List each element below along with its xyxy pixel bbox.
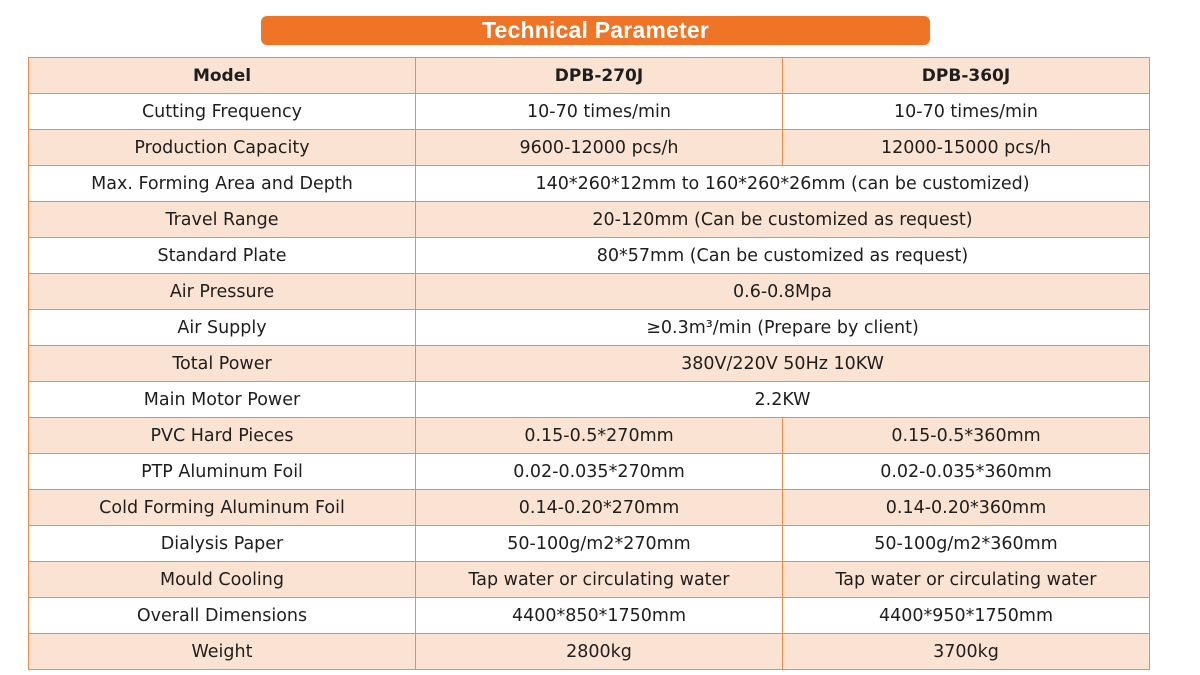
parameter-name-cell: Production Capacity [29,130,416,166]
shared-value-cell: 140*260*12mm to 160*260*26mm (can be customized) [416,166,1150,202]
parameter-name-cell: Air Supply [29,310,416,346]
table-row [29,526,1150,562]
table-row [29,562,1150,598]
model-a-value-cell: 2800kg [416,634,783,670]
table-row [29,130,1150,166]
model-b-value-cell: 3700kg [783,634,1150,670]
shared-value-cell: 0.6-0.8Mpa [416,274,1150,310]
parameter-name-cell: Cutting Frequency [29,94,416,130]
model-b-value-cell: 0.14-0.20*360mm [783,490,1150,526]
model-b-value-cell: 0.02-0.035*360mm [783,454,1150,490]
column-header-model-b: DPB-360J [783,58,1150,94]
parameter-name-cell: Standard Plate [29,238,416,274]
table-header-row [29,58,1150,94]
column-header-model-a: DPB-270J [416,58,783,94]
model-a-value-cell: 50-100g/m2*270mm [416,526,783,562]
model-a-value-cell: 4400*850*1750mm [416,598,783,634]
table-row [29,346,1150,382]
model-a-value-cell: 0.15-0.5*270mm [416,418,783,454]
parameter-name-cell: Weight [29,634,416,670]
table-row [29,382,1150,418]
parameter-name-cell: Main Motor Power [29,382,416,418]
table-body [29,58,1150,670]
model-a-value-cell: 0.14-0.20*270mm [416,490,783,526]
model-a-value-cell: 9600-12000 pcs/h [416,130,783,166]
shared-value-cell: 380V/220V 50Hz 10KW [416,346,1150,382]
table-row [29,202,1150,238]
table-row [29,274,1150,310]
model-b-value-cell: 10-70 times/min [783,94,1150,130]
table-row [29,598,1150,634]
parameter-name-cell: Overall Dimensions [29,598,416,634]
shared-value-cell: 80*57mm (Can be customized as request) [416,238,1150,274]
parameter-name-cell: PTP Aluminum Foil [29,454,416,490]
model-b-value-cell: 4400*950*1750mm [783,598,1150,634]
parameter-name-cell: Cold Forming Aluminum Foil [29,490,416,526]
model-a-value-cell: 0.02-0.035*270mm [416,454,783,490]
page-title: Technical Parameter [261,16,930,45]
model-b-value-cell: Tap water or circulating water [783,562,1150,598]
table-row [29,94,1150,130]
model-b-value-cell: 50-100g/m2*360mm [783,526,1150,562]
model-a-value-cell: 10-70 times/min [416,94,783,130]
parameter-name-cell: Max. Forming Area and Depth [29,166,416,202]
parameter-name-cell: Mould Cooling [29,562,416,598]
technical-parameter-table [28,57,1150,670]
table-row [29,490,1150,526]
column-header-model: Model [29,58,416,94]
model-a-value-cell: Tap water or circulating water [416,562,783,598]
parameter-name-cell: Total Power [29,346,416,382]
shared-value-cell: 2.2KW [416,382,1150,418]
table-row [29,310,1150,346]
shared-value-cell: ≥0.3m³/min (Prepare by client) [416,310,1150,346]
table-row [29,166,1150,202]
shared-value-cell: 20-120mm (Can be customized as request) [416,202,1150,238]
model-b-value-cell: 12000-15000 pcs/h [783,130,1150,166]
model-b-value-cell: 0.15-0.5*360mm [783,418,1150,454]
parameter-name-cell: Dialysis Paper [29,526,416,562]
parameter-name-cell: Travel Range [29,202,416,238]
table-row [29,418,1150,454]
table-row [29,634,1150,670]
parameter-name-cell: Air Pressure [29,274,416,310]
table-row [29,238,1150,274]
parameter-name-cell: PVC Hard Pieces [29,418,416,454]
table-row [29,454,1150,490]
